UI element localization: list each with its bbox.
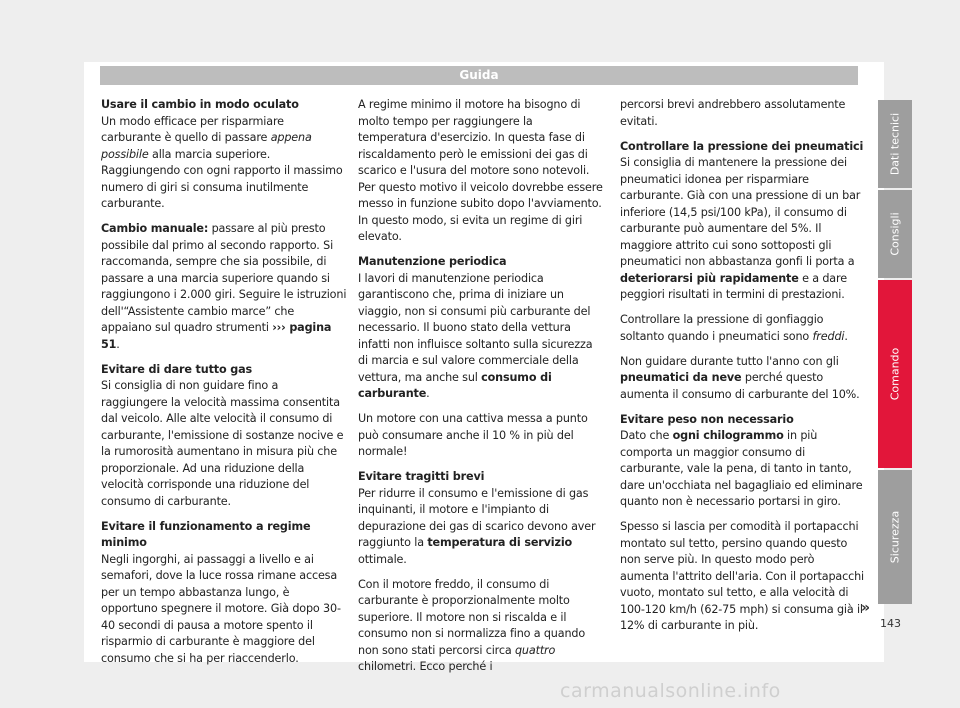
- paragraph: Per ridurre il consumo e l'emissione di gas inquinanti, il motore e l'impianto di depurazione dei gas di scarico devono aver raggiunto la temperatura di servizio ottimale.: [358, 486, 596, 566]
- heading-avoid-weight: Evitare peso non necessario: [620, 412, 794, 426]
- paragraph: Controllare la pressione di gonfiaggio soltanto quando i pneumatici sono freddi.: [620, 313, 848, 343]
- paragraph: Cambio manuale: passare al più presto possibile dal primo al secondo rapporto. Si raccomanda, sempre che sia possibile, di passare a una marcia superiore quando si raggiungono i 2.000 giri. Seguire le istruzioni dell'“Assistente cambio marce” che appaiano sul quadro strumenti ››› pagina 51.: [101, 222, 347, 351]
- text-column-1: [101, 97, 347, 676]
- heading-use-gearbox: Usare il cambio in modo oculato: [101, 98, 299, 111]
- heading-tyre-pressure: Controllare la pressione dei pneumatici: [620, 139, 864, 153]
- paragraph: Un motore con una cattiva messa a punto può consumare anche il 10 % in più del normale!: [358, 412, 588, 458]
- heading-avoid-full-throttle: Evitare di dare tutto gas: [101, 362, 253, 376]
- text-column-3: [620, 97, 866, 643]
- paragraph: Non guidare durante tutto l'anno con gli pneumatici da neve perché questo aumenta il consumo di carburante del 10%.: [620, 354, 860, 401]
- tab-sicurezza[interactable]: Sicurezza: [878, 470, 912, 604]
- paragraph: Spesso si lascia per comodità il portapacchi montato sul tetto, persino quando questo non serve più. In questo modo però aumenta l'attrito dell'aria. Con il portapacchi vuoto, montato sul tetto, e alla velocità di 100-120 km/h (62-75 mph) si consuma già il 12% di carburante in più.: [620, 520, 865, 632]
- paragraph: Con il motore freddo, il consumo di carburante è proporzionalmente molto superiore. Il motore non si riscalda e il consumo non si normalizza fino a quando non sono stati percorsi circa quattro chilometri. Ecco perché i: [358, 577, 586, 673]
- page-number: 143: [880, 617, 901, 630]
- page-header-title: Guida: [459, 68, 499, 82]
- paragraph: A regime minimo il motore ha bisogno di molto tempo per raggiungere la temperatura d'esercizio. In questa fase di riscaldamento però le emissioni dei gas di scarico e l'usura del motore sono notevoli. Per questo motivo il veicolo dovrebbe essere messo in funzione subito dopo l'avviamento. In questo modo, si evita un regime di giri elevato.: [358, 98, 603, 243]
- page-header: [100, 66, 858, 85]
- paragraph: I lavori di manutenzione periodica garantiscono che, prima di iniziare un viaggio, non si consumi più carburante del necessario. Il buono stato della vettura infatti non influisce soltanto sulla sicurezza di marcia e sul valore commerciale della vettura, ma anche sul consumo di carburante.: [358, 271, 593, 400]
- tab-comando[interactable]: Comando: [878, 280, 912, 468]
- paragraph: Si consiglia di mantenere la pressione dei pneumatici idonea per risparmiare carburante. Già con una pressione di un bar inferiore (14,5 psi/100 kPa), il consumo di carburante può aumentare del 5%. Il maggiore attrito cui sono sottoposti gli pneumatici non abbastanza gonfi li porta a deteriorarsi più rapidamente e a dare peggiori risultati in termini di prestazioni.: [620, 156, 861, 301]
- tab-consigli[interactable]: Consigli: [878, 190, 912, 278]
- continue-arrow-icon: »: [861, 600, 871, 616]
- paragraph: Dato che ogni chilogrammo in più comporta un maggior consumo di carburante, vale la pena, di tanto in tanto, dare un'occhiata nel bagagliaio ed eliminare quanto non è necessario portarsi in giro.: [620, 429, 863, 508]
- page-reference-link[interactable]: ››› pagina 51: [101, 321, 332, 351]
- heading-avoid-idling: Evitare il funzionamento a regime minimo: [101, 519, 311, 549]
- paragraph: percorsi brevi andrebbero assolutamente evitati.: [620, 98, 846, 128]
- tab-dati-tecnici[interactable]: Dati tecnici: [878, 100, 912, 188]
- heading-maintenance: Manutenzione periodica: [358, 255, 507, 268]
- paragraph: Si consiglia di non guidare fino a raggiungere la velocità massima consentita dal veicolo. Alle alte velocità il consumo di carburante, l'emissione di sostanze nocive e la rumorosità aumentano in misura più che proporzionale. Ad una riduzione della velocità corrisponde una riduzione del consumo di carburante.: [101, 379, 344, 508]
- heading-avoid-short-trips: Evitare tragitti brevi: [358, 470, 485, 483]
- text-column-2: [358, 97, 604, 684]
- paragraph: Un modo efficace per risparmiare carburante è quello di passare appena possibile alla marcia superiore. Raggiungendo con ogni rapporto il massimo numero di giri si consuma inutilmente carburante.: [101, 114, 343, 210]
- paragraph: Negli ingorghi, ai passaggi a livello e ai semafori, dove la luce rossa rimane accesa per un tempo abbastanza lungo, è opportuno spegnere il motore. Già dopo 30-40 secondi di pausa a motore spento il risparmio di carburante è maggiore del consumo che si ha per riaccenderlo.: [101, 552, 341, 665]
- watermark: carmanualsonline.info: [560, 680, 781, 702]
